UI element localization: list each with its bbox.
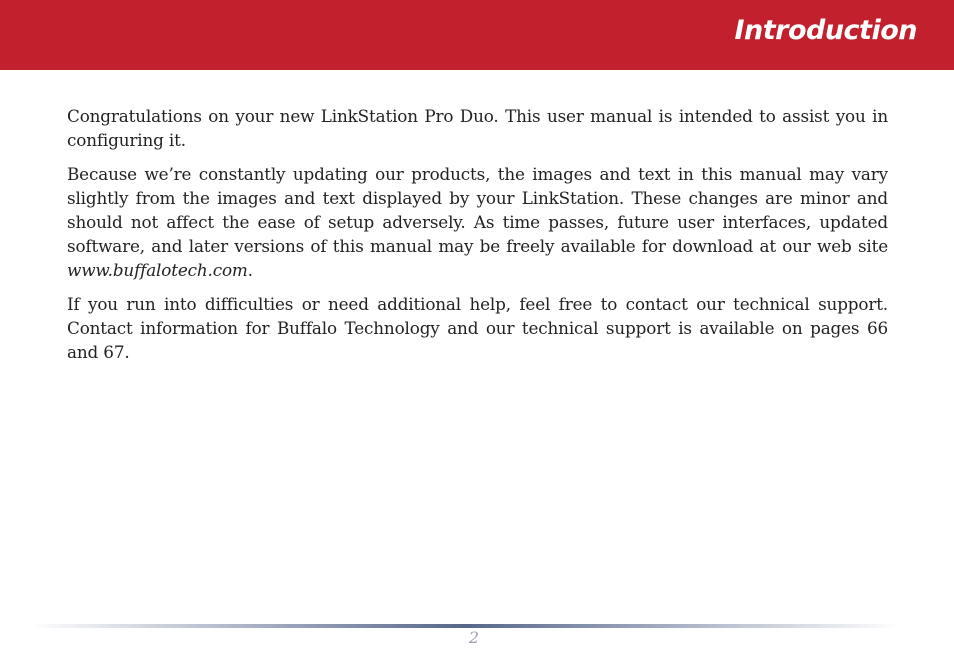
paragraph-support: If you run into difficulties or need additional help, feel free to contact our technical support. Contact information for Buffalo Technology and our technical support is available on pages 66 and 67.: [67, 294, 888, 362]
paragraph-updates-end: .: [247, 260, 253, 280]
paragraph-intro: Congratulations on your new LinkStation Pro Duo. This user manual is intended to assist you in configuring it.: [67, 106, 888, 150]
page-number: 2: [468, 628, 480, 647]
page-title: Introduction: [734, 15, 917, 46]
header-bar: [0, 0, 954, 70]
paragraph-updates: [67, 162, 888, 282]
website-link[interactable]: www.buffalotech.com: [67, 260, 248, 280]
body-text: [67, 104, 888, 374]
paragraph-updates-text: Because we’re constantly updating our products, the images and text in this manual may vary slightly from the images and text displayed by your LinkStation. These changes are minor and should not affect the ease of setup adversely. As time passes, future user interfaces, updated software, and later versions of this manual may be freely available for download at our web site: [67, 164, 888, 256]
